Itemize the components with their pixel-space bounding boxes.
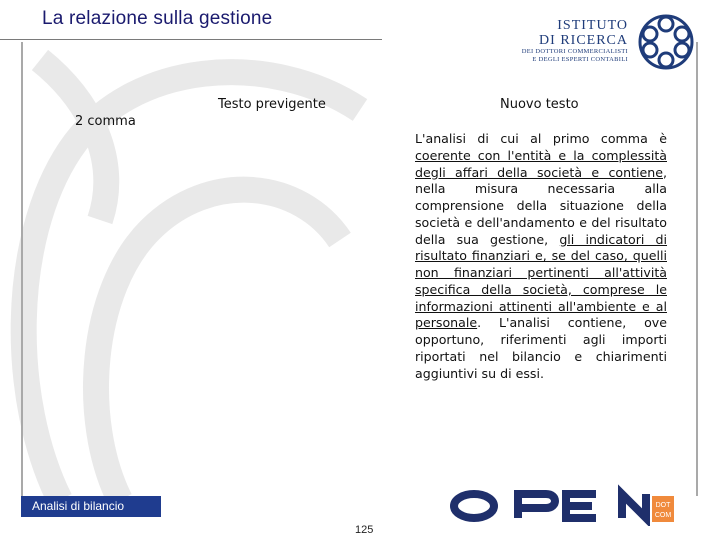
logo-line-1: ISTITUTO xyxy=(557,18,628,33)
interlocking-rings-icon xyxy=(636,10,696,74)
new-text-segment-underlined: gli indicatori di risultato finanziari e, se del caso, quelli non finanziari pertinenti all'attività specifica della società, comprese le informazioni attinenti all'ambiente e al personale xyxy=(415,231,668,331)
new-text-segment: , nella misura necessaria alla comprensione della situazione della società e dell'andamento e del risultato della sua gestione, xyxy=(415,164,667,247)
open-logo xyxy=(446,484,682,526)
page-number: 125 xyxy=(355,524,374,536)
institute-logo-text xyxy=(498,18,628,64)
new-text-segment: . L'analisi contiene, ove opportuno, riferimenti agli importi riportati nel bilancio e chiarimenti aggiuntivi su di essi. xyxy=(415,315,667,381)
watermark-swirl xyxy=(0,40,420,500)
frame-right-border xyxy=(696,42,698,496)
open-badge-line-2: COM xyxy=(654,512,672,519)
footer-label: Analisi di bilancio xyxy=(32,499,125,513)
row-label: 2 comma xyxy=(75,114,136,129)
logo-subline-1: DEI DOTTORI COMMERCIALISTI xyxy=(521,48,628,55)
new-text-segment-underlined: coerente con l'entità e la complessità degli affari della società e contiene xyxy=(415,147,667,180)
column-header-old-text: Testo previgente xyxy=(218,97,326,112)
column-header-new-text: Nuovo testo xyxy=(500,97,579,112)
new-text-paragraph xyxy=(415,131,667,382)
slide-title: La relazione sulla gestione xyxy=(42,8,273,29)
logo-subline-2: E DEGLI ESPERTI CONTABILI xyxy=(532,56,628,63)
title-divider xyxy=(0,39,382,40)
frame-left-border xyxy=(21,42,23,496)
open-badge-line-1: DOT xyxy=(655,502,671,509)
logo-line-2: DI RICERCA xyxy=(539,33,628,48)
new-text-segment: L'analisi di cui al primo comma è xyxy=(415,131,667,146)
